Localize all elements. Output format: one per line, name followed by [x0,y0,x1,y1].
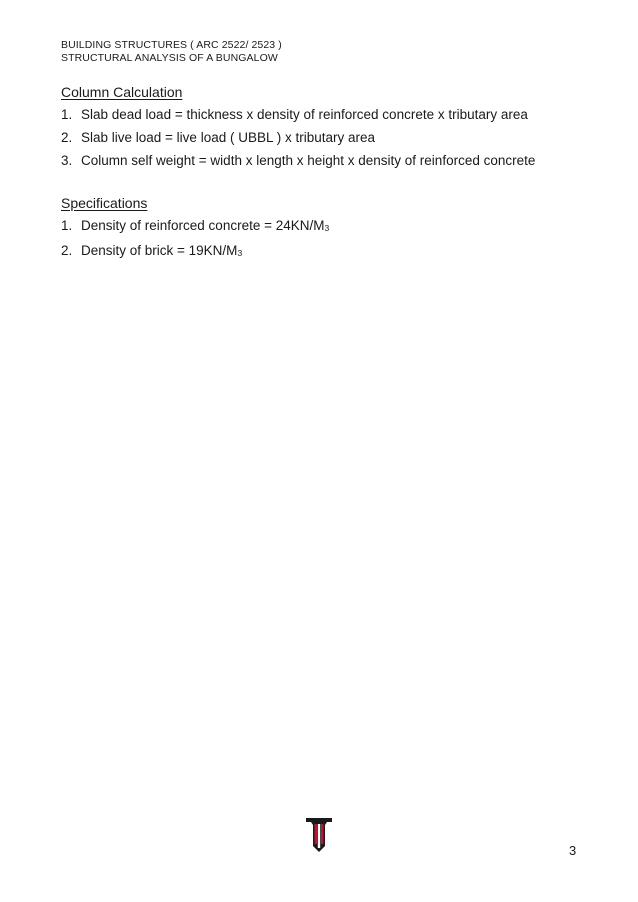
list-item [61,243,601,261]
list-item-text: Slab live load = live load ( UBBL ) x tributary area [81,130,376,145]
column-calculation-section [61,84,601,169]
column-calculation-title: Column Calculation [61,84,183,100]
specifications-title: Specifications [61,195,148,211]
list-item-number: 2. [61,130,73,145]
spec-text: Density of brick = 19KN/M [81,243,238,258]
spec-text: Density of reinforced concrete = 24KN/M [81,218,325,233]
list-item-text [81,243,242,261]
list-item-number: 3. [61,153,73,168]
list-item [61,153,601,169]
list-item-number: 1. [61,218,73,233]
column-calculation-list [61,107,601,169]
spec-subscript: 3 [324,223,330,233]
header-project-line: STRUCTURAL ANALYSIS OF A BUNGALOW [61,52,278,64]
specifications-section [61,195,601,261]
page-number: 3 [569,843,577,858]
list-item-text [81,218,329,236]
university-logo-icon [306,818,332,852]
list-item-number: 1. [61,107,73,122]
list-item [61,218,601,236]
list-item-text: Column self weight = width x length x height x density of reinforced concrete [81,153,536,168]
spec-subscript: 3 [237,248,243,258]
specifications-list [61,218,601,261]
document-header [61,39,282,65]
header-course-line: BUILDING STRUCTURES ( ARC 2522/ 2523 ) [61,39,282,51]
list-item-text: Slab dead load = thickness x density of reinforced concrete x tributary area [81,107,528,122]
list-item [61,107,601,123]
list-item [61,130,601,146]
list-item-number: 2. [61,243,73,258]
